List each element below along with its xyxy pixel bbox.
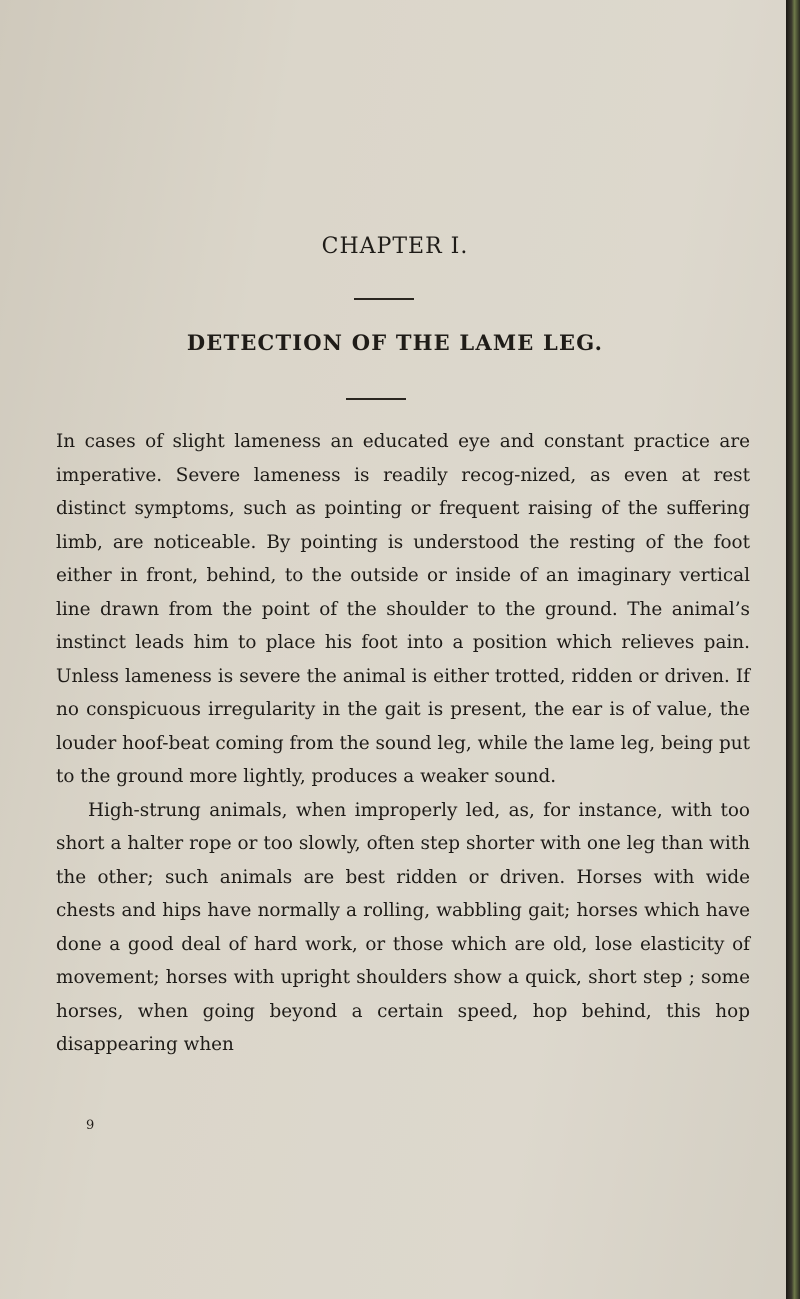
book-edge <box>786 0 800 1299</box>
body-text <box>56 425 750 1062</box>
chapter-title: DETECTION OF THE LAME LEG. <box>186 330 604 355</box>
paragraph-2: High-strung animals, when improperly led, as, for instance, with too short a halter rope or too slowly, often step shorter with one leg than with the other; such animals are best ridden or driven. Horses with wide chests and hips have normally a rolling, wabbling gait; horses which have done a good deal of hard work, or those which are old, lose elasticity of movement; horses with upright shoulders show a quick, short step ; some horses, when going beyond a certain speed, hop behind, this hop disappearing when <box>56 799 750 1055</box>
paragraph-1: In cases of slight lameness an educated eye and constant practice are imperative. Severe lameness is readily recog-nized, as even at rest distinct symptoms, such as pointing or frequent raising of the suffering limb, are noticeable. By pointing is understood the resting of the foot either in front, behind, to the outside or inside of an imaginary vertical line drawn from the point of the shoulder to the ground. The animal’s instinct leads him to place his foot into a position which relieves pain. Unless lameness is severe the animal is either trotted, ridden or driven. If no conspicuous irregularity in the gait is present, the ear is of value, the louder hoof-beat coming from the sound leg, while the lame leg, being put to the ground more lightly, produces a weaker sound. <box>56 431 750 787</box>
chapter-heading: CHAPTER I. <box>321 234 469 259</box>
divider-rule-bottom <box>346 398 406 400</box>
divider-rule-top <box>354 298 414 300</box>
page-number: 9 <box>86 1118 95 1133</box>
